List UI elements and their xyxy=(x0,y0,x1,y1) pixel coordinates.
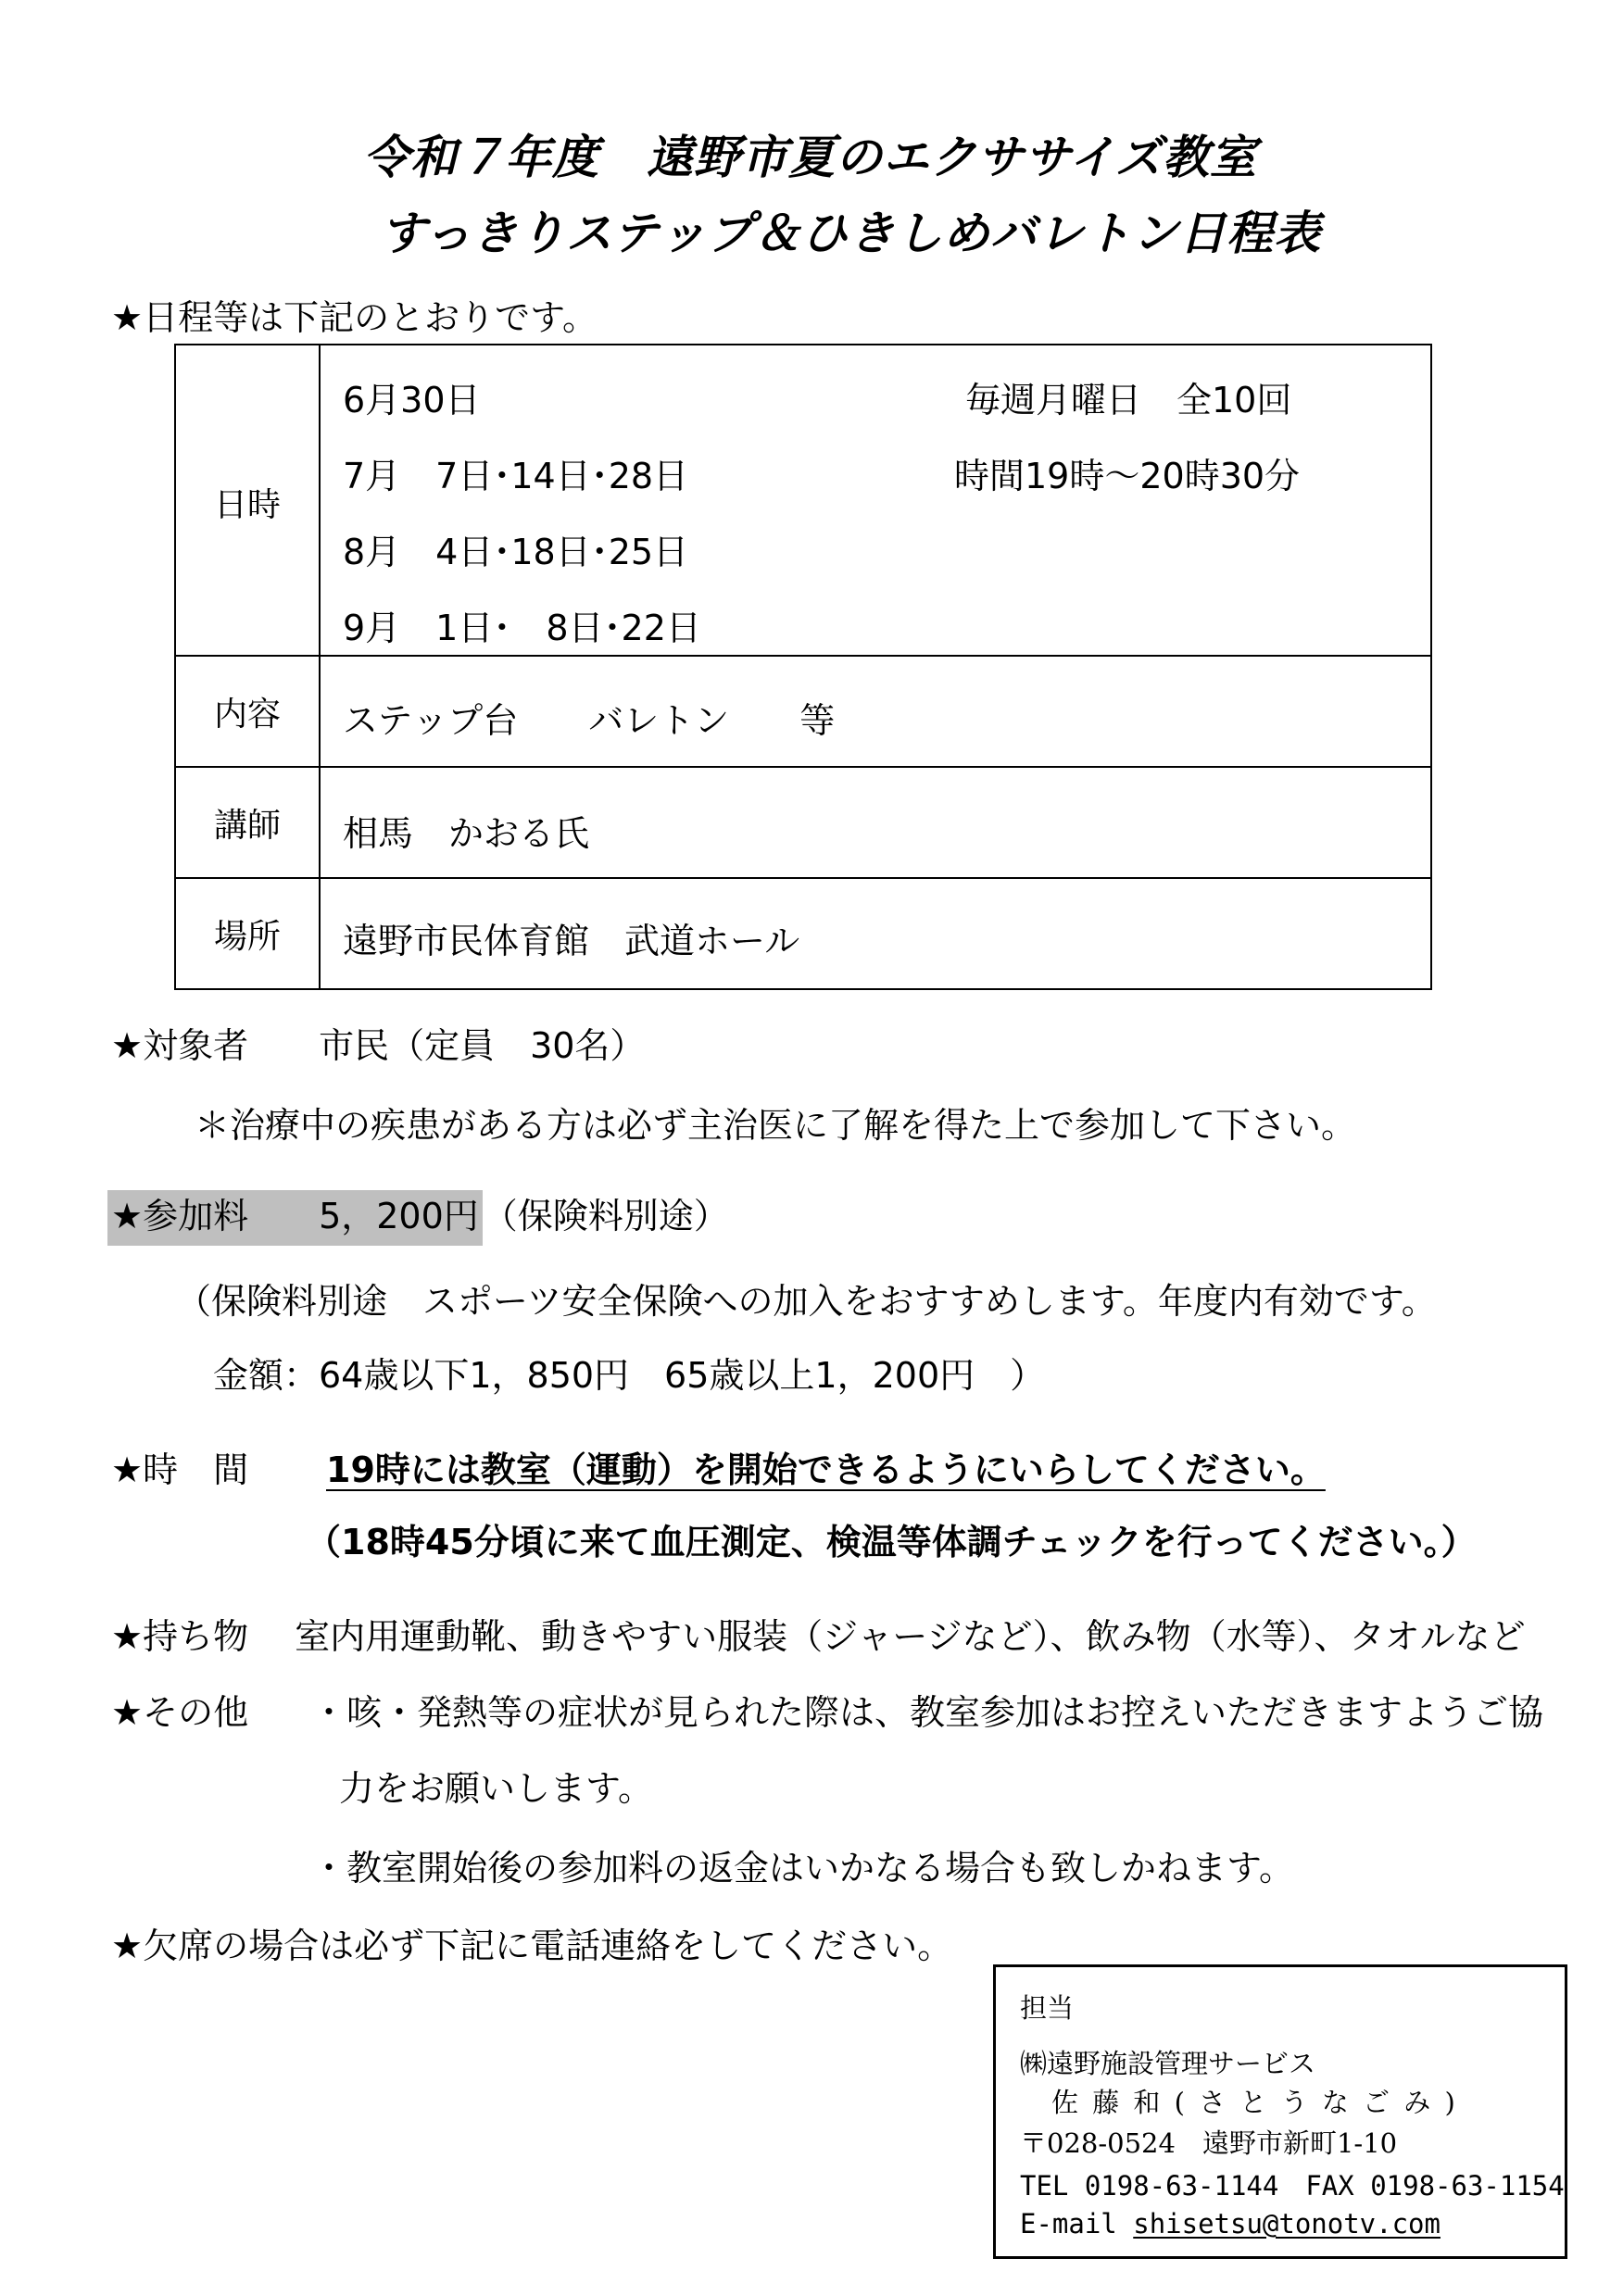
place-label: 場所 xyxy=(213,918,281,956)
target-line: ★対象者 市民（定員 30名） xyxy=(111,1025,646,1066)
title-line-2: すっきりステップ＆ひきしめバレトン日程表 xyxy=(380,207,1321,260)
contact-email-label: E-mail xyxy=(1020,2208,1117,2240)
insurance-amounts: 金額：64歳以下1，850円 65歳以上1，200円 ） xyxy=(213,1355,1046,1396)
datetime-label: 日時 xyxy=(213,486,281,524)
instructor-value: 相馬 かおる氏 xyxy=(343,813,590,854)
time-main: 19時には教室（運動）を開始できるようにいらしてください。 xyxy=(326,1449,1326,1490)
time-range-text: 時間19時～20時30分 xyxy=(954,456,1301,496)
instructor-label: 講師 xyxy=(213,807,281,845)
content-value: ステップ台 バレトン 等 xyxy=(343,700,836,741)
insurance-note: （保険料別途 スポーツ安全保険への加入をおすすめします。年度内有効です。 xyxy=(176,1281,1437,1322)
schedule-table xyxy=(174,344,1432,990)
table-row-divider xyxy=(176,655,1430,657)
fee-amount: ★参加料 5，200円 xyxy=(107,1190,483,1246)
table-column-divider xyxy=(319,345,321,988)
absence-text: ★欠席の場合は必ず下記に電話連絡をしてください。 xyxy=(111,1926,953,1966)
contact-email-line xyxy=(1020,2208,1441,2240)
title-line-1: 令和７年度 遠野市夏のエクササイズ教室 xyxy=(363,131,1257,184)
contact-person: 佐 藤 和 ( さ と う な ご み ) xyxy=(1051,2087,1458,2118)
date-september: 9月 1日･ 8日･22日 xyxy=(343,608,701,648)
intro-text: ★日程等は下記のとおりです。 xyxy=(111,297,598,338)
belongings-text: ★持ち物 室内用運動靴、動きやすい服装（ジャージなど）、飲み物（水等）、タオルなど xyxy=(111,1616,1526,1657)
table-row-divider xyxy=(176,877,1430,879)
date-august: 8月 4日･18日･25日 xyxy=(343,532,689,572)
target-note: ＊治療中の疾患がある方は必ず主治医に了解を得た上で参加して下さい。 xyxy=(195,1105,1357,1146)
other-label: ★その他 xyxy=(111,1692,249,1733)
time-sub: （18時45分頃に来て血圧測定、検温等体調チェックを行ってください。） xyxy=(306,1522,1477,1562)
other-item-2: ・教室開始後の参加料の返金はいかなる場合も致しかねます。 xyxy=(311,1848,1294,1888)
place-value: 遠野市民体育館 武道ホール xyxy=(343,921,800,961)
contact-email-link[interactable]: shisetsu@tonotv.com xyxy=(1133,2208,1441,2240)
table-row-divider xyxy=(176,766,1430,768)
other-item-1-line-2: 力をお願いします。 xyxy=(339,1768,653,1809)
content-label: 内容 xyxy=(213,696,281,734)
date-june: 6月30日 xyxy=(343,380,481,420)
date-july: 7月 7日･14日･28日 xyxy=(343,456,689,496)
contact-tel-fax: TEL 0198-63-1144 FAX 0198-63-1154 xyxy=(1020,2170,1565,2202)
contact-address: 〒028-0524 遠野市新町1-10 xyxy=(1020,2127,1398,2159)
contact-heading: 担当 xyxy=(1020,1992,1075,2024)
contact-box xyxy=(993,1964,1567,2259)
fee-suffix: （保険料別途） xyxy=(482,1196,729,1236)
time-label: ★時 間 xyxy=(111,1449,249,1490)
contact-company: ㈱遠野施設管理サービス xyxy=(1020,2048,1316,2079)
fee-line xyxy=(107,1187,729,1238)
other-item-1-line-1: ・咳・発熱等の症状が見られた際は、教室参加はお控えいただきますようご協 xyxy=(311,1692,1544,1733)
frequency-text: 毎週月曜日 全10回 xyxy=(965,380,1292,420)
